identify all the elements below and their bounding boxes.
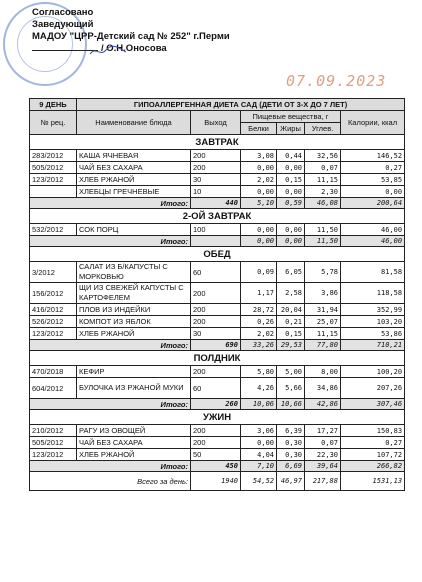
col-header-rec: № рец. [30, 111, 77, 135]
table-row [30, 449, 405, 461]
cell-calories: 0,00 [341, 186, 405, 198]
cell-carbs: 11,15 [305, 174, 341, 186]
cell-name: ПЛОВ ИЗ ИНДЕЙКИ [77, 304, 191, 316]
cell-protein: 2,02 [241, 174, 277, 186]
cell-calories: 118,58 [341, 283, 405, 304]
col-header-out: Выход [191, 111, 241, 135]
table-title-row [30, 99, 405, 111]
cell-out: 200 [191, 425, 241, 437]
cell-fat: 0,00 [277, 224, 305, 236]
table-row [30, 224, 405, 236]
total-fat: 29,53 [277, 340, 305, 351]
cell-name: ЧАЙ БЕЗ САХАРА [77, 162, 191, 174]
approval-line-2: Заведующий [32, 19, 94, 30]
table-row [30, 366, 405, 378]
total-carbs: 39,64 [305, 461, 341, 472]
cell-fat: 0,30 [277, 449, 305, 461]
total-calories: 200,64 [341, 198, 405, 209]
cell-name: ЧАЙ БЕЗ САХАРА [77, 437, 191, 449]
cell-fat: 2,58 [277, 283, 305, 304]
total-row [30, 236, 405, 247]
cell-fat: 0,21 [277, 316, 305, 328]
col-header-name: Наименование блюда [77, 111, 191, 135]
total-carbs: 77,80 [305, 340, 341, 351]
cell-rec: 604/2012 [30, 378, 77, 399]
table-row [30, 437, 405, 449]
cell-rec: 526/2012 [30, 316, 77, 328]
total-calories: 46,00 [341, 236, 405, 247]
cell-fat: 0,15 [277, 174, 305, 186]
cell-fat: 6,05 [277, 262, 305, 283]
total-row [30, 340, 405, 351]
table-row [30, 262, 405, 283]
total-carbs: 46,08 [305, 198, 341, 209]
cell-rec: 156/2012 [30, 283, 77, 304]
cell-protein: 0,00 [241, 224, 277, 236]
grand-total-label: Всего за день: [30, 472, 191, 491]
total-label: Итого: [30, 340, 191, 351]
day-label: 9 ДЕНЬ [30, 99, 77, 111]
grand-total-row [30, 472, 405, 491]
grand-total-calories: 1531,13 [341, 472, 405, 491]
cell-rec: 505/2012 [30, 162, 77, 174]
cell-calories: 352,99 [341, 304, 405, 316]
cell-calories: 81,58 [341, 262, 405, 283]
grand-total-carbs: 217,88 [305, 472, 341, 491]
approval-signer: / О.Н.Оносова [101, 43, 167, 54]
cell-protein: 28,72 [241, 304, 277, 316]
total-fat: 0,00 [277, 236, 305, 247]
cell-fat: 5,66 [277, 378, 305, 399]
total-label: Итого: [30, 399, 191, 410]
cell-calories: 207,26 [341, 378, 405, 399]
approval-signer-row [32, 43, 230, 55]
cell-calories: 53,85 [341, 174, 405, 186]
cell-calories: 107,72 [341, 449, 405, 461]
total-carbs: 11,50 [305, 236, 341, 247]
total-protein: 7,10 [241, 461, 277, 472]
cell-protein: 4,26 [241, 378, 277, 399]
total-out: 450 [191, 461, 241, 472]
menu-table [29, 98, 405, 491]
cell-out: 200 [191, 150, 241, 162]
cell-carbs: 22,30 [305, 449, 341, 461]
section-title: ПОЛДНИК [30, 351, 405, 366]
cell-protein: 4,04 [241, 449, 277, 461]
cell-out: 30 [191, 174, 241, 186]
total-out: 440 [191, 198, 241, 209]
cell-carbs: 25,07 [305, 316, 341, 328]
cell-rec: 210/2012 [30, 425, 77, 437]
cell-protein: 0,00 [241, 186, 277, 198]
section-title: 2-ОЙ ЗАВТРАК [30, 209, 405, 224]
total-calories: 710,21 [341, 340, 405, 351]
cell-out: 60 [191, 262, 241, 283]
cell-name: РАГУ ИЗ ОВОЩЕЙ [77, 425, 191, 437]
cell-carbs: 0,07 [305, 162, 341, 174]
table-row [30, 174, 405, 186]
signature-icon [88, 44, 128, 58]
table-row [30, 425, 405, 437]
total-calories: 307,46 [341, 399, 405, 410]
section-title: УЖИН [30, 410, 405, 425]
total-fat: 0,59 [277, 198, 305, 209]
total-fat: 6,69 [277, 461, 305, 472]
total-carbs: 42,86 [305, 399, 341, 410]
cell-fat: 20,04 [277, 304, 305, 316]
cell-fat: 0,15 [277, 328, 305, 340]
cell-calories: 100,20 [341, 366, 405, 378]
total-protein: 0,00 [241, 236, 277, 247]
cell-calories: 0,27 [341, 162, 405, 174]
cell-protein: 0,00 [241, 437, 277, 449]
total-out: 260 [191, 399, 241, 410]
cell-protein: 0,00 [241, 162, 277, 174]
total-protein: 33,26 [241, 340, 277, 351]
grand-total-fat: 46,97 [277, 472, 305, 491]
total-calories: 266,82 [341, 461, 405, 472]
cell-name: БУЛОЧКА ИЗ РЖАНОЙ МУКИ [77, 378, 191, 399]
cell-carbs: 17,27 [305, 425, 341, 437]
cell-out: 200 [191, 437, 241, 449]
cell-protein: 3,06 [241, 425, 277, 437]
cell-out: 100 [191, 224, 241, 236]
table-row [30, 150, 405, 162]
total-fat: 10,66 [277, 399, 305, 410]
cell-rec: 505/2012 [30, 437, 77, 449]
cell-calories: 46,00 [341, 224, 405, 236]
col-header-calories: Калории, ккал [341, 111, 405, 135]
cell-protein: 0,09 [241, 262, 277, 283]
cell-name: САЛАТ ИЗ Б/КАПУСТЫ С МОРКОВЬЮ [77, 262, 191, 283]
total-protein: 10,06 [241, 399, 277, 410]
approval-line-1: Согласовано [32, 7, 94, 18]
cell-protein: 1,17 [241, 283, 277, 304]
cell-carbs: 8,00 [305, 366, 341, 378]
cell-rec: 123/2012 [30, 449, 77, 461]
table-row [30, 283, 405, 304]
table-header-row-1 [30, 111, 405, 123]
cell-fat: 0,44 [277, 150, 305, 162]
cell-rec: 283/2012 [30, 150, 77, 162]
table-row [30, 316, 405, 328]
cell-name: ХЛЕБ РЖАНОЙ [77, 328, 191, 340]
cell-out: 200 [191, 316, 241, 328]
table-row [30, 162, 405, 174]
total-protein: 5,10 [241, 198, 277, 209]
approval-line-3: МАДОУ "ЦРР-Детский сад № 252" г.Перми [32, 31, 230, 42]
cell-calories: 103,20 [341, 316, 405, 328]
cell-out: 30 [191, 328, 241, 340]
cell-rec: 123/2012 [30, 328, 77, 340]
cell-protein: 5,80 [241, 366, 277, 378]
cell-carbs: 11,15 [305, 328, 341, 340]
total-out: 690 [191, 340, 241, 351]
cell-out: 10 [191, 186, 241, 198]
cell-out: 200 [191, 366, 241, 378]
cell-calories: 146,52 [341, 150, 405, 162]
cell-carbs: 2,30 [305, 186, 341, 198]
grand-total-protein: 54,52 [241, 472, 277, 491]
cell-calories: 53,86 [341, 328, 405, 340]
total-label: Итого: [30, 236, 191, 247]
section-row [30, 209, 405, 224]
cell-rec: 470/2018 [30, 366, 77, 378]
col-header-nutrients: Пищевые вещества, г [241, 111, 341, 123]
cell-name: КАША ЯЧНЕВАЯ [77, 150, 191, 162]
cell-rec: 416/2012 [30, 304, 77, 316]
cell-name: КОМПОТ ИЗ ЯБЛОК [77, 316, 191, 328]
cell-rec: 123/2012 [30, 174, 77, 186]
cell-fat: 5,00 [277, 366, 305, 378]
cell-carbs: 5,78 [305, 262, 341, 283]
cell-rec: 532/2012 [30, 224, 77, 236]
cell-carbs: 0,07 [305, 437, 341, 449]
cell-fat: 0,00 [277, 162, 305, 174]
cell-protein: 2,02 [241, 328, 277, 340]
total-label: Итого: [30, 198, 191, 209]
cell-carbs: 34,86 [305, 378, 341, 399]
cell-out: 200 [191, 283, 241, 304]
date-stamp: 07.09.2023 [286, 72, 387, 90]
cell-protein: 0,26 [241, 316, 277, 328]
cell-name: ХЛЕБЦЫ ГРЕЧНЕВЫЕ [77, 186, 191, 198]
col-header-fat: Жиры [277, 123, 305, 135]
cell-name: ХЛЕБ РЖАНОЙ [77, 449, 191, 461]
section-row [30, 135, 405, 150]
col-header-protein: Белки [241, 123, 277, 135]
section-title: ОБЕД [30, 247, 405, 262]
table-row [30, 186, 405, 198]
cell-fat: 0,00 [277, 186, 305, 198]
cell-rec [30, 186, 77, 198]
section-title: ЗАВТРАК [30, 135, 405, 150]
cell-calories: 150,83 [341, 425, 405, 437]
cell-name: СОК ПОРЦ [77, 224, 191, 236]
total-label: Итого: [30, 461, 191, 472]
cell-out: 60 [191, 378, 241, 399]
cell-carbs: 11,50 [305, 224, 341, 236]
cell-fat: 6,39 [277, 425, 305, 437]
total-out [191, 236, 241, 247]
cell-carbs: 32,56 [305, 150, 341, 162]
cell-out: 200 [191, 304, 241, 316]
total-row [30, 461, 405, 472]
table-row [30, 378, 405, 399]
section-row [30, 247, 405, 262]
col-header-carbs: Углев. [305, 123, 341, 135]
cell-name: ЩИ ИЗ СВЕЖЕЙ КАПУСТЫ С КАРТОФЕЛЕМ [77, 283, 191, 304]
cell-name: ХЛЕБ РЖАНОЙ [77, 174, 191, 186]
cell-rec: 3/2012 [30, 262, 77, 283]
cell-out: 200 [191, 162, 241, 174]
diet-title: ГИПОАЛЛЕРГЕННАЯ ДИЕТА САД (ДЕТИ ОТ 3-Х ДО 7 ЛЕТ) [77, 99, 405, 111]
table-row [30, 328, 405, 340]
section-row [30, 410, 405, 425]
cell-calories: 0,27 [341, 437, 405, 449]
cell-fat: 0,30 [277, 437, 305, 449]
cell-name: КЕФИР [77, 366, 191, 378]
cell-carbs: 3,86 [305, 283, 341, 304]
table-row [30, 304, 405, 316]
section-row [30, 351, 405, 366]
cell-out: 50 [191, 449, 241, 461]
total-row [30, 198, 405, 209]
approval-block [32, 7, 230, 55]
cell-protein: 3,08 [241, 150, 277, 162]
cell-carbs: 31,94 [305, 304, 341, 316]
grand-total-out: 1940 [191, 472, 241, 491]
total-row [30, 399, 405, 410]
